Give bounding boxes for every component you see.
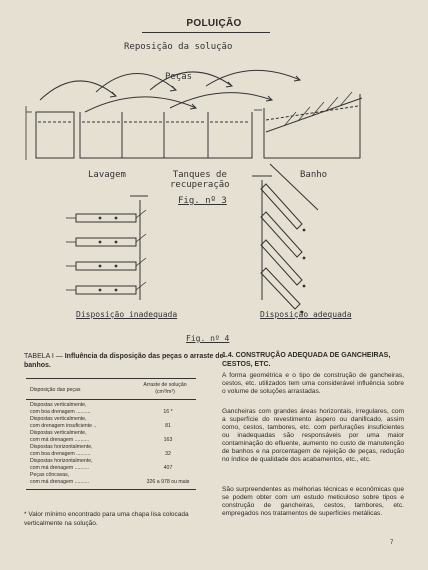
row-label-line2: com má drenagem .......... bbox=[30, 479, 90, 485]
row-label-line1: Peças côncavas, bbox=[30, 472, 70, 478]
rod-piece bbox=[261, 268, 300, 309]
label-lavagem: Lavagem bbox=[88, 170, 126, 180]
rod-piece bbox=[261, 212, 302, 257]
flow-arc bbox=[170, 93, 272, 108]
row-value: 326 a 978 ou mais bbox=[146, 479, 190, 485]
rod-piece bbox=[76, 262, 136, 270]
label-reposicao: Reposição da solução bbox=[124, 42, 233, 52]
col-header-dragout bbox=[136, 382, 194, 396]
drag-out-table bbox=[26, 378, 196, 490]
tank-recuperacao bbox=[80, 112, 252, 158]
label-adequada: Disposição adequada bbox=[260, 310, 352, 319]
table-row bbox=[26, 402, 196, 416]
table-row bbox=[26, 444, 196, 458]
row-label-line1: Dispostas verticalmente, bbox=[30, 416, 87, 422]
row-value: 16 * bbox=[163, 409, 173, 415]
row-label-line1: Dispostas verticalmente, bbox=[30, 402, 87, 408]
table-footnote: * Valor mínimo encontrado para uma chapa lisa colocada verticalmente na solução. bbox=[24, 511, 189, 527]
table-rule-bottom bbox=[26, 489, 196, 490]
col-header-dragout-l1: Arraste de solução bbox=[143, 382, 187, 388]
row-label-line2: com boa drenagem .......... bbox=[30, 409, 91, 415]
rod-piece bbox=[261, 184, 302, 229]
figure-3-caption: Fig. nº 3 bbox=[178, 196, 227, 206]
rod-piece bbox=[76, 238, 136, 246]
label-tanques-line2: recuperação bbox=[170, 180, 230, 190]
row-label-line1: Dispostas horizontalmente, bbox=[30, 444, 93, 450]
row-value: 32 bbox=[165, 451, 171, 457]
arrowhead bbox=[110, 92, 116, 97]
label-banho: Banho bbox=[300, 170, 328, 180]
rod-piece bbox=[76, 214, 136, 222]
table-row bbox=[26, 416, 196, 430]
row-label-line2: com boa drenagem .......... bbox=[30, 451, 91, 457]
rod-piece bbox=[76, 286, 136, 294]
label-tanques bbox=[170, 170, 230, 190]
label-tanques-line1: Tanques de bbox=[172, 170, 227, 180]
label-inadequada: Disposição inadequada bbox=[76, 310, 178, 319]
banho-drain-board bbox=[266, 98, 362, 132]
section-paragraph-1: A forma geométrica e o tipo de construção de gancheiras, cestos, etc. utilizados tem uma considerável influência sobre o volume de soluções arrastadas. bbox=[222, 372, 404, 395]
row-label-line1: Dispostas verticalmente, bbox=[30, 430, 87, 436]
section-title: 1.4. CONSTRUÇÃO ADEQUADA DE GANCHEIRAS, CESTOS, ETC. bbox=[222, 352, 391, 368]
flow-arc bbox=[40, 81, 116, 100]
page-number: 7 bbox=[390, 540, 394, 546]
table-row bbox=[26, 472, 196, 486]
row-value: 407 bbox=[163, 465, 173, 471]
table-caption-title: Influência da disposição das peças o arraste de banhos. bbox=[24, 353, 224, 369]
table-caption bbox=[24, 352, 224, 370]
table-row bbox=[26, 430, 196, 444]
table-caption-prefix: TABELA I — bbox=[24, 353, 63, 360]
page-header: POLUIÇÃO bbox=[186, 18, 242, 29]
section-paragraph-2: Gancheiras com grandes áreas horizontais, irregulares, com a superfície do revestimento áspero ou danificado, assim como, cestos, tambores, etc. com perfurações insuficientes ou inadequadas são responsáveis por uma maior contaminação do efluente, aumento no custo de manutenção de banhos e na porcentagem de rejeição de peças, redução no índice de qualidade dos acabamentos, etc., etc. bbox=[222, 408, 404, 463]
table-row bbox=[26, 458, 196, 472]
arrowhead bbox=[170, 86, 176, 91]
flow-arc bbox=[206, 70, 300, 86]
flow-arc bbox=[96, 73, 176, 92]
row-label-line2: com má drenagem .......... bbox=[30, 465, 90, 471]
row-label-line2: com má drenagem .......... bbox=[30, 437, 90, 443]
row-label-line2: com drenagem insuficiente .. bbox=[30, 423, 97, 429]
col-header-dragout-l2: (cm³/m²) bbox=[155, 389, 175, 395]
row-value: 81 bbox=[165, 423, 171, 429]
flow-arc bbox=[85, 97, 196, 112]
col-header-arrangement: Disposição das peças bbox=[30, 387, 81, 393]
tank-lavagem bbox=[36, 112, 74, 158]
label-pecas: Peças bbox=[165, 72, 193, 82]
table-header bbox=[26, 379, 196, 399]
row-label-line1: Dispostas horizontalmente, bbox=[30, 458, 93, 464]
table-body bbox=[26, 400, 196, 486]
row-value: 163 bbox=[163, 437, 173, 443]
rod-piece bbox=[261, 240, 302, 285]
section-paragraph-3: São surpreendentes as melhorias técnicas e econômicas que se podem obter com um estudo meticuloso sobre tipos e construção de gancheiras, cestos, tambores, etc. empregados nos tratamentos de superfícies metálicas. bbox=[222, 486, 404, 517]
figure-4-caption: Fig. nº 4 bbox=[186, 334, 230, 343]
